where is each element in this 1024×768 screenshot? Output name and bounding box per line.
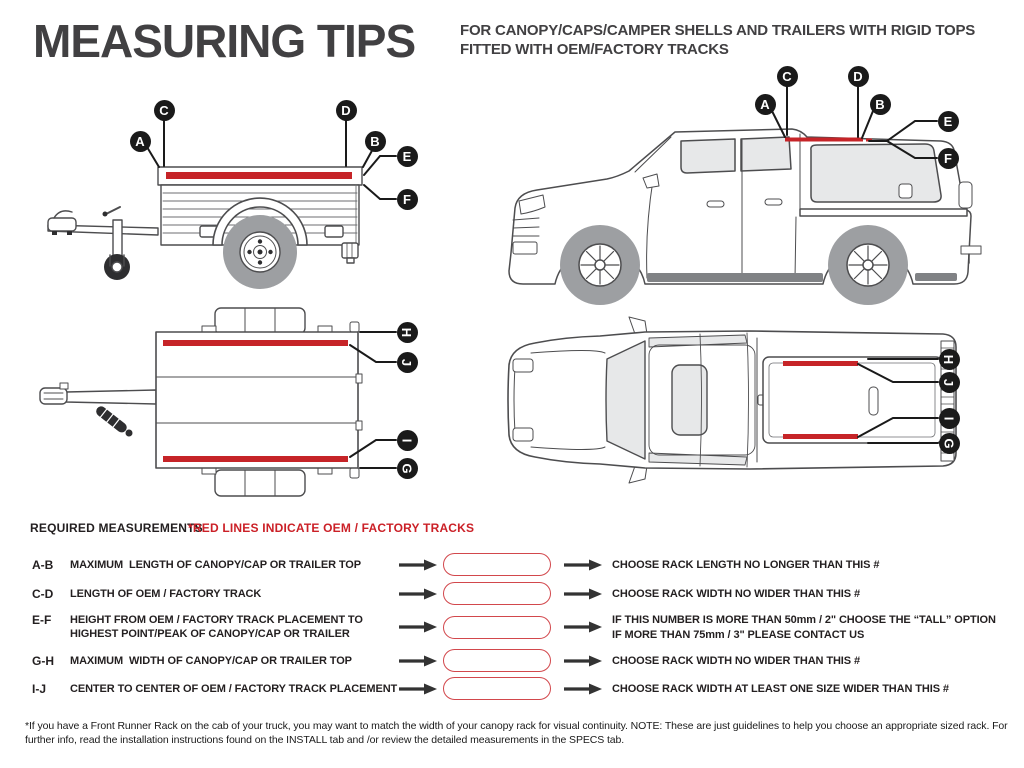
measurement-key: G-H [32,654,54,668]
page-title: MEASURING TIPS [33,15,416,67]
callout-c-badge: C [777,66,798,87]
callout-d-badge: D [848,66,869,87]
measurement-key: I-J [32,682,47,696]
callout-c-badge: C [154,100,175,121]
arrow-icon [564,559,602,571]
arrow-icon [564,588,602,600]
callout-b-badge: B [365,131,386,152]
required-measurements-heading: REQUIRED MEASUREMENTS [30,521,203,535]
measurement-value-box [443,582,551,605]
arrow-icon [564,621,602,633]
callout-i-badge: I [939,408,960,429]
trailer-side-illustration [30,95,450,295]
callout-h-badge: H [939,349,960,370]
measurement-row-cd [0,582,1024,606]
measurement-key: C-D [32,587,54,601]
callout-a-badge: A [130,131,151,152]
callout-e-badge: E [938,111,959,132]
callout-f-badge: F [397,189,418,210]
measurement-value-box [443,677,551,700]
arrow-icon [564,683,602,695]
truck-side-illustration [495,60,1015,308]
callout-a-badge: A [755,94,776,115]
truck-side-view-diagram [495,60,1015,308]
page-subtitle [460,21,975,59]
trailer-top-view-diagram [30,300,450,505]
measurement-value-box [443,616,551,639]
measurement-value-box [443,649,551,672]
measurement-guideline: CHOOSE RACK WIDTH NO WIDER THAN THIS # [612,655,860,667]
callout-b-badge: B [870,94,891,115]
measurement-description: CENTER TO CENTER OF OEM / FACTORY TRACK PLACEMENT [70,683,398,695]
callout-e-badge: E [397,146,418,167]
measurement-description: MAXIMUM WIDTH OF CANOPY/CAP OR TRAILER TOP [70,655,352,667]
arrow-icon [399,655,437,667]
measurement-row-ab [0,553,1024,577]
callout-d-badge: D [336,100,357,121]
footnote: *If you have a Front Runner Rack on the cab of your truck, you may want to match the width of your canopy rack for visual continuity. NOTE: These are just guidelines to help you choose an appropriate sized rack. For further info, read the installation instructions found on the INSTALL tab and /or review the detailed measurements in the SPECS tab. [25,720,1008,746]
arrow-icon [399,559,437,571]
callout-j-badge: J [939,372,960,393]
arrow-icon [399,621,437,633]
red-lines-legend: *RED LINES INDICATE OEM / FACTORY TRACKS [188,521,475,535]
trailer-side-view-diagram [30,95,450,295]
measurement-row-gh [0,649,1024,673]
measurement-description: HEIGHT FROM OEM / FACTORY TRACK PLACEMENT TO HIGHEST POINT/PEAK OF CANOPY/CAP OR TRAILER [70,613,363,640]
measurement-key: E-F [32,612,52,627]
callout-g-badge: G [939,433,960,454]
truck-top-view-diagram [495,305,1015,510]
measurement-value-box [443,553,551,576]
subtitle-line-2: FITTED WITH OEM/FACTORY TRACKS [460,41,729,58]
measurement-row-ef [0,612,1024,646]
callout-i-badge: I [397,430,418,451]
callout-g-badge: G [397,458,418,479]
measurement-description: LENGTH OF OEM / FACTORY TRACK [70,588,262,600]
truck-top-illustration [495,305,1015,510]
measurement-description: MAXIMUM LENGTH OF CANOPY/CAP OR TRAILER TOP [70,559,361,571]
subtitle-line-1: FOR CANOPY/CAPS/CAMPER SHELLS AND TRAILERS WITH RIGID TOPS [460,22,976,39]
measurement-guideline: CHOOSE RACK WIDTH AT LEAST ONE SIZE WIDER THAN THIS # [612,683,949,695]
callout-j-badge: J [397,352,418,373]
measurement-guideline: CHOOSE RACK LENGTH NO LONGER THAN THIS # [612,559,880,571]
arrow-icon [399,683,437,695]
measurement-key: A-B [32,558,54,572]
measurement-row-ij [0,677,1024,701]
callout-f-badge: F [938,148,959,169]
callout-h-badge: H [397,322,418,343]
arrow-icon [564,655,602,667]
measurement-guideline: CHOOSE RACK WIDTH NO WIDER THAN THIS # [612,588,860,600]
arrow-icon [399,588,437,600]
trailer-top-illustration [30,300,450,505]
measurement-guideline: IF THIS NUMBER IS MORE THAN 50mm / 2" CHOOSE THE “TALL” OPTION IF MORE THAN 75mm / 3" PLEASE CONTACT US [612,613,996,641]
